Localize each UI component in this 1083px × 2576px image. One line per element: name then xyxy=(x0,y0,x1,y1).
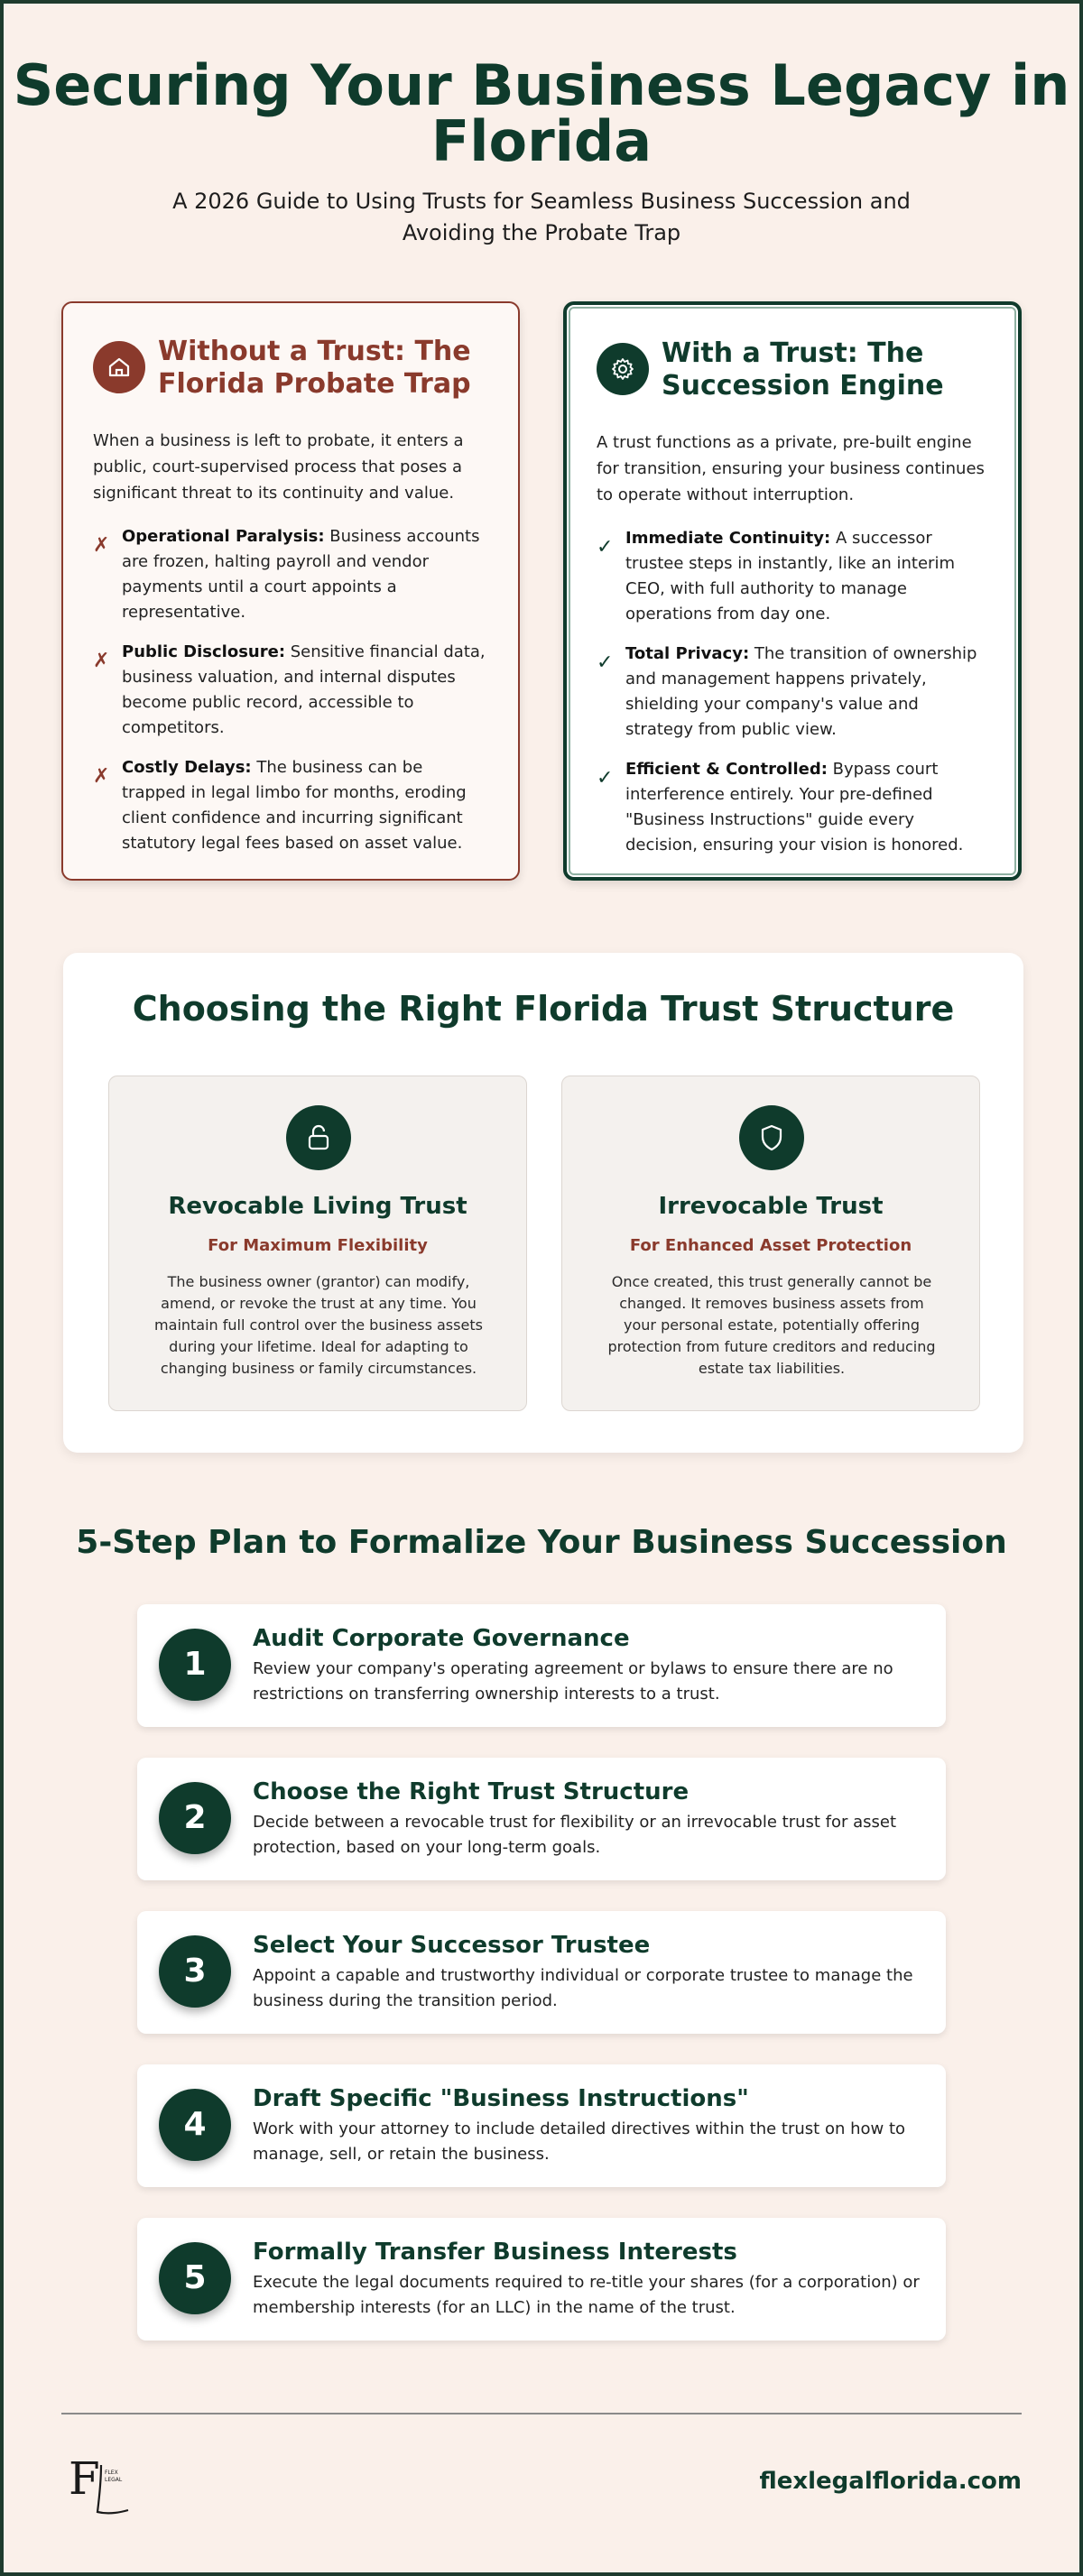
footer-divider xyxy=(61,2413,1022,2414)
step-card xyxy=(137,2064,946,2187)
item-text: Bypass court interference entirely. Your pre-defined "Business Instructions" guide every decision, ensuring your vision is honored. xyxy=(625,760,964,854)
trust-tagline: For Enhanced Asset Protection xyxy=(629,1236,912,1255)
house-icon xyxy=(93,341,145,393)
benefit-list xyxy=(597,526,988,858)
step-number: 2 xyxy=(159,1782,231,1854)
gear-icon xyxy=(597,343,649,395)
shield-icon xyxy=(739,1105,804,1170)
card-header xyxy=(597,337,988,402)
list-item xyxy=(93,640,488,741)
check-mark-icon: ✓ xyxy=(597,767,614,789)
irrevocable-trust-card xyxy=(561,1076,980,1411)
page-subtitle: A 2026 Guide to Using Trusts for Seamless Business Succession and Avoiding the Probate Trap xyxy=(172,189,911,245)
trust-description: The business owner (grantor) can modify, amend, or revoke the trust at any time. You maintain full control over the business assets during your lifetime. Ideal for adapting to changing business or family circumstances. xyxy=(154,1273,483,1377)
svg-text:FLEX: FLEX xyxy=(105,2470,118,2476)
item-text: A successor trustee steps in instantly, like an interim CEO, with full authority to manage operations from day one. xyxy=(625,529,955,623)
card-header xyxy=(93,336,488,401)
item-label: Public Disclosure: xyxy=(122,642,286,661)
trust-tagline: For Maximum Flexibility xyxy=(208,1236,428,1255)
item-label: Total Privacy: xyxy=(625,644,750,663)
step-card xyxy=(137,1758,946,1880)
trust-structure-section xyxy=(63,953,1023,1453)
step-number: 4 xyxy=(159,2089,231,2161)
steps-title: 5-Step Plan to Formalize Your Business Succession xyxy=(76,1524,1007,1561)
step-description: Decide between a revocable trust for flexibility or an irrevocable trust for asset protection, based on your long-term goals. xyxy=(253,1813,897,1857)
trust-name: Irrevocable Trust xyxy=(658,1193,884,1220)
step-card xyxy=(137,2218,946,2341)
step-description: Execute the legal documents required to re-title your shares (for a corporation) or membership interests (for an LLC) in the name of the trust. xyxy=(253,2273,920,2317)
infographic-page xyxy=(4,4,1079,2572)
list-item xyxy=(597,757,988,858)
step-number: 3 xyxy=(159,1935,231,2008)
section-title: Choosing the Right Florida Trust Structure xyxy=(132,989,955,1029)
item-text: Sensitive financial data, business valuation, and internal disputes become public record, accessible to competitors. xyxy=(122,642,486,737)
step-title: Choose the Right Trust Structure xyxy=(253,1778,690,1805)
step-title: Draft Specific "Business Instructions" xyxy=(253,2085,749,2112)
card-intro: A trust functions as a private, pre-built engine for transition, ensuring your business continues to operate without interruption. xyxy=(597,433,985,504)
step-card xyxy=(137,1911,946,2034)
risk-list xyxy=(93,524,488,856)
card-intro: When a business is left to probate, it enters a public, court-supervised process that poses a significant threat to its continuity and value. xyxy=(93,431,464,503)
list-item xyxy=(93,524,488,625)
svg-text:LEGAL: LEGAL xyxy=(105,2477,123,2483)
item-label: Costly Delays: xyxy=(122,758,252,777)
page-title: Securing Your Business Legacy in Florida xyxy=(13,52,1070,174)
item-label: Immediate Continuity: xyxy=(625,529,831,548)
step-description: Appoint a capable and trustworthy individual or corporate trustee to manage the business during the transition period. xyxy=(253,1966,913,2010)
step-title: Select Your Successor Trustee xyxy=(253,1932,651,1959)
check-mark-icon: ✓ xyxy=(597,651,614,674)
check-mark-icon: ✓ xyxy=(597,536,614,559)
x-mark-icon: ✗ xyxy=(93,650,110,672)
flex-legal-logo[interactable] xyxy=(65,2445,137,2521)
step-number: 5 xyxy=(159,2242,231,2314)
item-text: Business accounts are frozen, halting payroll and vendor payments until a court appoints a representative. xyxy=(122,527,480,622)
list-item xyxy=(597,526,988,627)
revocable-trust-card xyxy=(108,1076,527,1411)
item-label: Operational Paralysis: xyxy=(122,527,325,546)
card-title: With a Trust: The Succession Engine xyxy=(662,337,944,402)
step-title: Audit Corporate Governance xyxy=(253,1625,630,1652)
step-description: Review your company's operating agreement or bylaws to ensure there are no restrictions on transferring ownership interests to a trust. xyxy=(253,1659,893,1703)
trust-name: Revocable Living Trust xyxy=(168,1193,467,1220)
step-title: Formally Transfer Business Interests xyxy=(253,2239,737,2266)
unlock-icon xyxy=(286,1105,351,1170)
svg-text:F: F xyxy=(69,2452,100,2505)
card-title: Without a Trust: The Florida Probate Trap xyxy=(158,336,471,400)
website-link[interactable]: flexlegalflorida.com xyxy=(759,2468,1022,2495)
x-mark-icon: ✗ xyxy=(93,534,110,557)
with-trust-card xyxy=(563,301,1022,881)
item-text: The business can be trapped in legal limbo for months, eroding client confidence and incurring significant statutory legal fees based on asset value. xyxy=(122,758,467,853)
list-item xyxy=(597,642,988,743)
step-description: Work with your attorney to include detailed directives within the trust on how to manage, sell, or retain the business. xyxy=(253,2119,906,2164)
step-number: 1 xyxy=(159,1629,231,1701)
item-label: Efficient & Controlled: xyxy=(625,760,828,779)
without-trust-card xyxy=(61,301,520,881)
list-item xyxy=(93,755,488,856)
step-card xyxy=(137,1604,946,1727)
trust-description: Once created, this trust generally cannot be changed. It removes business assets from your personal estate, potentially offering protection from future creditors and reducing estate tax liabilities. xyxy=(607,1273,936,1377)
x-mark-icon: ✗ xyxy=(93,765,110,788)
item-text: The transition of ownership and management happens privately, shielding your company's value and strategy from public view. xyxy=(625,644,977,739)
